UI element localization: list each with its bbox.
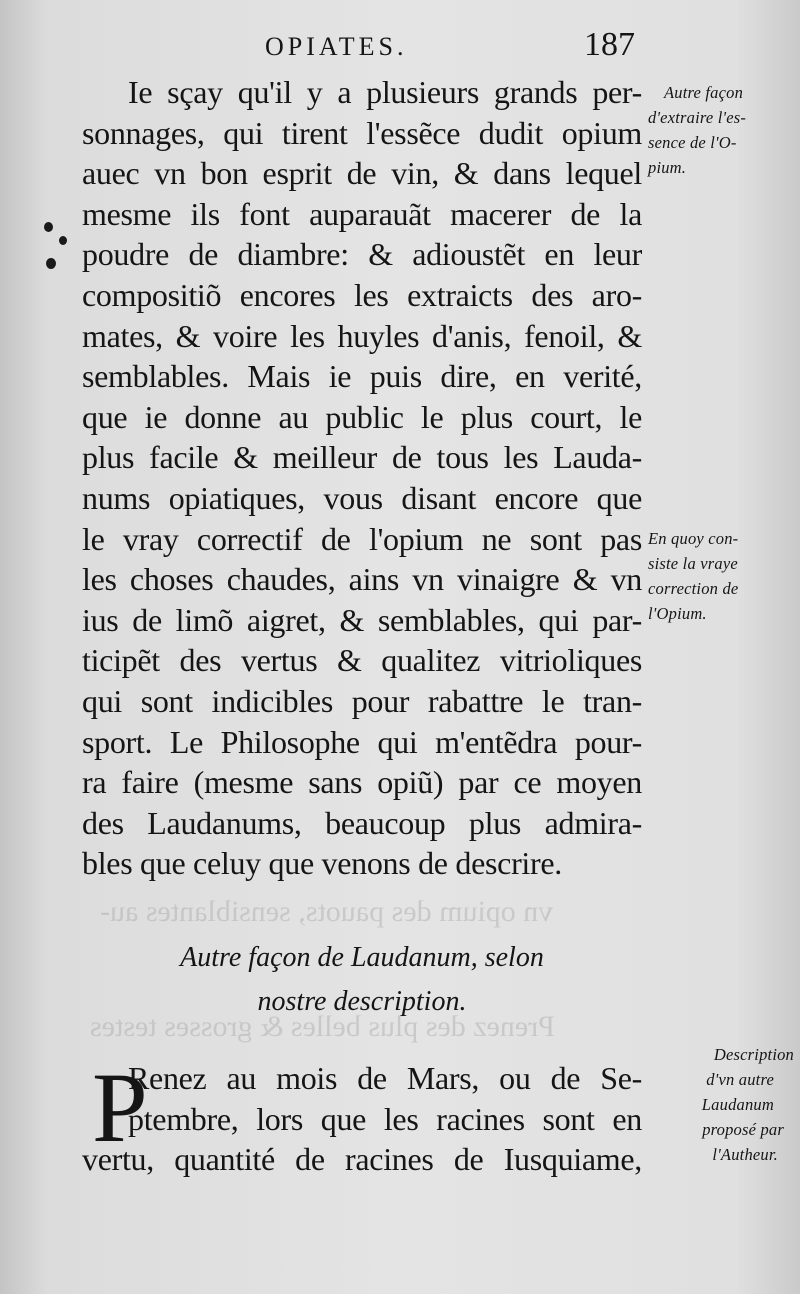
text-line: vertu, quantité de racines de Iusquiame, bbox=[82, 1141, 642, 1178]
margin-note-line: En quoy con- bbox=[648, 529, 739, 548]
ornament-dot bbox=[44, 222, 53, 232]
ornament-dot bbox=[59, 236, 67, 245]
text-line: semblables. Mais ie puis dire, en verité, bbox=[82, 358, 642, 395]
text-line: sonnages, qui tirent l'essẽce dudit opium bbox=[82, 114, 642, 151]
text-line: mates, & voire les huyles d'anis, fenoil, & bbox=[82, 317, 642, 354]
margin-note-line: proposé par bbox=[702, 1120, 784, 1139]
text-line: les choses chaudes, ains vn vinaigre & vn bbox=[82, 561, 642, 598]
margin-note-line: Laudanum bbox=[701, 1095, 774, 1114]
text-line: ptembre, lors que les racines sont en bbox=[128, 1100, 642, 1137]
text-line: bles que celuy que venons de descrire. bbox=[82, 845, 562, 882]
margin-note-line: sence de l'O- bbox=[648, 133, 737, 152]
text-line: ticipẽt des vertus & qualitez vitrioliques bbox=[82, 642, 642, 679]
margin-note-extraction bbox=[648, 80, 794, 180]
text-line: nums opiatiques, vous disant encore que bbox=[82, 479, 642, 516]
margin-note-line: Autre façon bbox=[664, 83, 744, 102]
margin-note-line: pium. bbox=[648, 158, 687, 177]
ornament-dot bbox=[46, 258, 56, 269]
text-line: sport. Le Philosophe qui m'entẽdra pour- bbox=[82, 723, 642, 760]
bleed-through-text: vn opium des pauots, sensiblantes au- bbox=[100, 895, 554, 928]
text-line: compositiõ encores les extraicts des aro- bbox=[82, 276, 642, 313]
margin-note-line: d'extraire l'es- bbox=[648, 108, 747, 127]
section-heading-line: Autre façon de Laudanum, selon bbox=[180, 942, 544, 973]
section-heading-line: nostre description. bbox=[257, 986, 467, 1017]
text-line: mesme ils font auparauãt macerer de la bbox=[82, 195, 642, 232]
margin-note-line: Description bbox=[713, 1045, 794, 1064]
margin-note-line: l'Autheur. bbox=[712, 1145, 778, 1164]
text-line: poudre de diambre: & adioustẽt en leur bbox=[82, 236, 642, 273]
page-header bbox=[265, 26, 635, 74]
margin-note-line: l'Opium. bbox=[648, 604, 707, 623]
drop-cap: P bbox=[92, 1052, 148, 1163]
bleed-through-text: Prenez des plus belles & grosses testes bbox=[90, 1010, 555, 1043]
text-line: Ie sçay qu'il y a plusieurs grands per- bbox=[128, 74, 642, 110]
text-line: que ie donne au public le plus court, le bbox=[82, 398, 642, 435]
margin-note-line: correction de bbox=[648, 579, 739, 598]
text-line: Renez au mois de Mars, ou de Se- bbox=[128, 1060, 642, 1096]
margin-note-line: d'vn autre bbox=[706, 1070, 774, 1089]
text-line: ra faire (mesme sans opiũ) par ce moyen bbox=[82, 764, 642, 801]
text-line: plus facile & meilleur de tous les Lauda- bbox=[82, 439, 642, 476]
text-line: qui sont indicibles pour rabattre le tran- bbox=[82, 682, 642, 719]
recipe-paragraph bbox=[82, 1052, 642, 1180]
running-title: OPIATES. bbox=[265, 32, 408, 61]
text-line: le vray correctif de l'opium ne sont pas bbox=[82, 520, 642, 557]
margin-note-correction bbox=[648, 526, 794, 626]
text-line: des Laudanums, beaucoup plus admira- bbox=[82, 804, 642, 841]
margin-note-description bbox=[648, 1042, 794, 1167]
main-paragraph bbox=[82, 72, 642, 884]
text-line: auec vn bon esprit de vin, & dans lequel bbox=[82, 155, 642, 192]
text-line: ius de limõ aigret, & semblables, qui par- bbox=[82, 601, 642, 638]
margin-note-line: siste la vraye bbox=[648, 554, 738, 573]
section-heading bbox=[82, 936, 642, 1024]
page-number: 187 bbox=[584, 26, 635, 63]
